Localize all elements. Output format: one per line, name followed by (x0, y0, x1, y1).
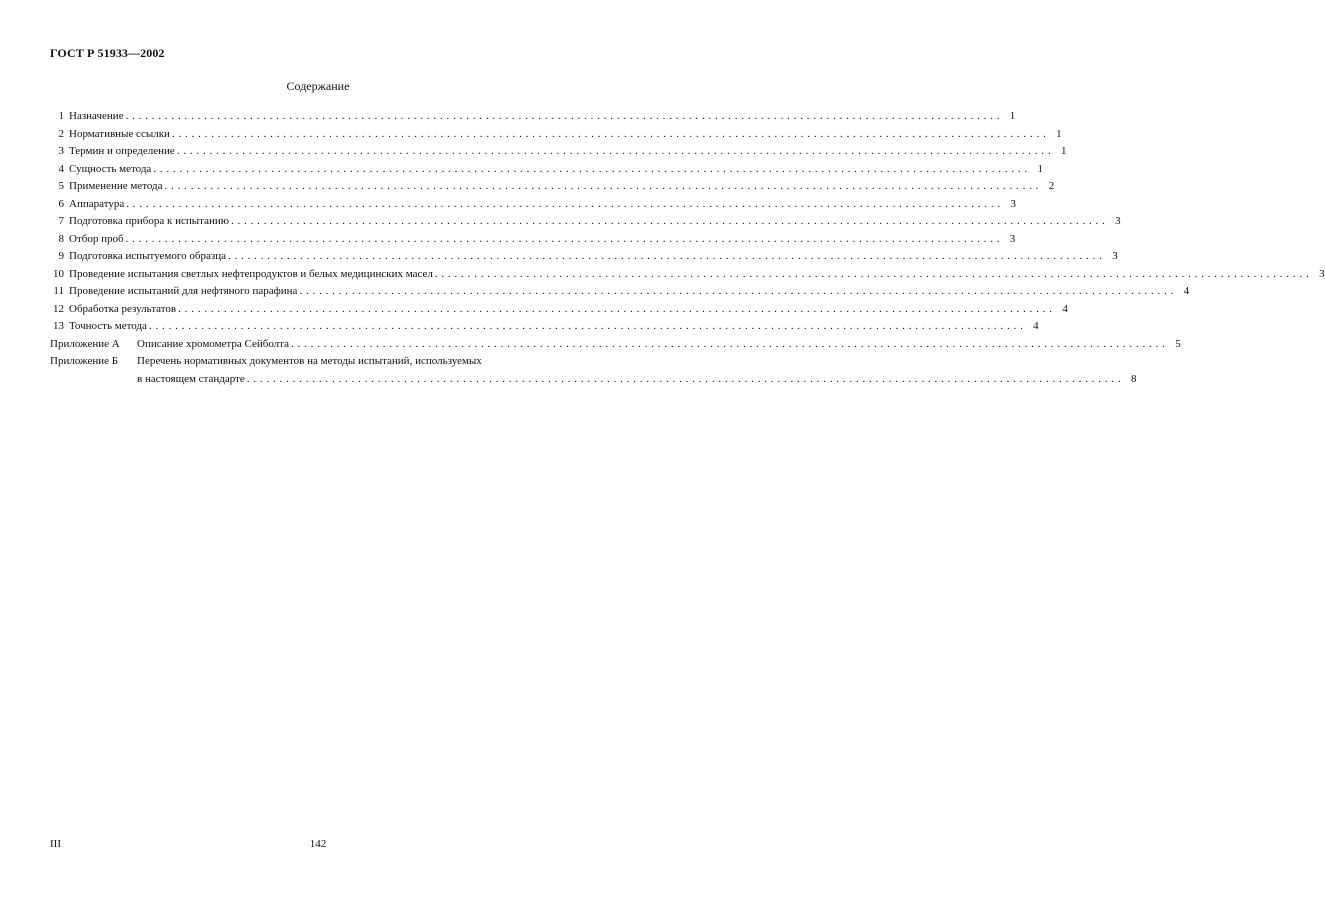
leader-dots: ...................................................................................................................................... (176, 145, 1055, 157)
entry-page: 1 (1037, 162, 1044, 175)
entry-page: 3 (1010, 197, 1016, 210)
entry-title: Проведение испытания светлых нефтепродуктов и белых медицинских масел (69, 267, 433, 280)
leader-dots: ...................................................................................................................................... (125, 232, 1004, 245)
entry-title: Аппаратура (69, 197, 125, 210)
entry-title: Сущность метода (69, 162, 152, 175)
leader-dots: ...................................................................................................................................... (178, 302, 1056, 315)
leader-dots: ...................................................................................................................................... (299, 285, 1178, 297)
entry-number: 2 (58, 127, 64, 140)
entry-title: Точность метода (69, 320, 147, 332)
entry-page: 8 (1131, 372, 1137, 385)
toc-entry[interactable] (50, 213, 1121, 231)
entry-number: 10 (53, 267, 64, 280)
toc-entry[interactable] (50, 318, 1039, 336)
entry-title: Нормативные ссылки (69, 127, 170, 140)
entry-page: 1 (1056, 127, 1062, 140)
toc-entry[interactable] (50, 143, 1067, 161)
sheet-number: 142 (309, 838, 327, 850)
toc-entry[interactable] (50, 248, 1118, 266)
toc-entry[interactable] (50, 301, 1068, 319)
entry-page: 1 (1060, 145, 1067, 157)
toc-entry[interactable] (50, 266, 1325, 284)
entry-title: Применение метода (69, 180, 163, 192)
toc-entry[interactable] (50, 283, 1190, 301)
leader-dots: ...................................................................................................................................... (434, 267, 1313, 280)
entry-number: 8 (58, 232, 64, 245)
leader-dots: ...................................................................................................................................... (164, 180, 1043, 192)
entry-page: 3 (1009, 232, 1016, 245)
entry-number: 9 (58, 250, 64, 262)
appendix-label: Приложение А (50, 337, 120, 350)
toc-appendix-entry[interactable] (50, 353, 576, 371)
roman-page-number: III (50, 838, 61, 850)
leader-dots: ...................................................................................................................................... (246, 372, 1125, 385)
leader-dots: ...................................................................................................................................... (171, 127, 1050, 140)
entry-number: 7 (58, 215, 64, 227)
entry-title: Назначение (69, 110, 124, 122)
leader-dots: ...................................................................................................................................... (291, 337, 1169, 350)
entry-page: 4 (1033, 320, 1039, 332)
entry-page: 3 (1112, 250, 1118, 262)
entry-page: 2 (1048, 180, 1055, 192)
table-of-contents (50, 108, 1325, 388)
entry-page: 4 (1062, 302, 1068, 315)
entry-number: 6 (58, 197, 64, 210)
toc-appendix-entry-continued[interactable] (50, 371, 1137, 389)
entry-title: Проведение испытаний для нефтяного парафина (69, 285, 298, 297)
leader-dots: ...................................................................................................................................... (230, 215, 1109, 227)
entry-number: 5 (58, 180, 64, 192)
entry-number: 13 (53, 320, 64, 332)
entry-page: 3 (1319, 267, 1325, 280)
entry-title-line2: в настоящем стандарте (137, 372, 245, 385)
entry-title-line1: Перечень нормативных документов на методы испытаний, используемых (137, 355, 482, 367)
toc-entry[interactable] (50, 108, 1016, 126)
toc-entry[interactable] (50, 161, 1044, 179)
entry-page: 5 (1175, 337, 1181, 350)
toc-entry[interactable] (50, 196, 1016, 214)
document-code-header: ГОСТ Р 51933—2002 (50, 46, 165, 60)
entry-page: 4 (1183, 285, 1190, 297)
entry-page: 1 (1009, 110, 1016, 122)
entry-title: Термин и определение (69, 145, 175, 157)
entry-number: 4 (58, 162, 64, 175)
entry-title: Обработка результатов (69, 302, 177, 315)
toc-entry[interactable] (50, 126, 1062, 144)
leader-dots: ...................................................................................................................................... (153, 162, 1032, 175)
leader-dots: ...................................................................................................................................... (125, 110, 1004, 122)
entry-number: 1 (58, 110, 64, 122)
entry-title: Подготовка испытуемого образца (69, 250, 226, 262)
entry-number: 3 (58, 145, 64, 157)
appendix-label: Приложение Б (50, 355, 119, 367)
toc-entry[interactable] (50, 178, 1055, 196)
leader-dots: ...................................................................................................................................... (148, 320, 1027, 332)
toc-appendix-entry[interactable] (50, 336, 1181, 354)
entry-title: Описание хромометра Сейболта (137, 337, 289, 350)
leader-dots: ...................................................................................................................................... (126, 197, 1004, 210)
toc-entry[interactable] (50, 231, 1016, 249)
leader-dots: ...................................................................................................................................... (227, 250, 1106, 262)
entry-page: 3 (1115, 215, 1121, 227)
entry-number: 12 (53, 302, 64, 315)
entry-title: Подготовка прибора к испытанию (69, 215, 229, 227)
entry-number: 11 (53, 285, 64, 297)
entry-title: Отбор проб (69, 232, 124, 245)
toc-heading: Содержание (286, 79, 350, 93)
